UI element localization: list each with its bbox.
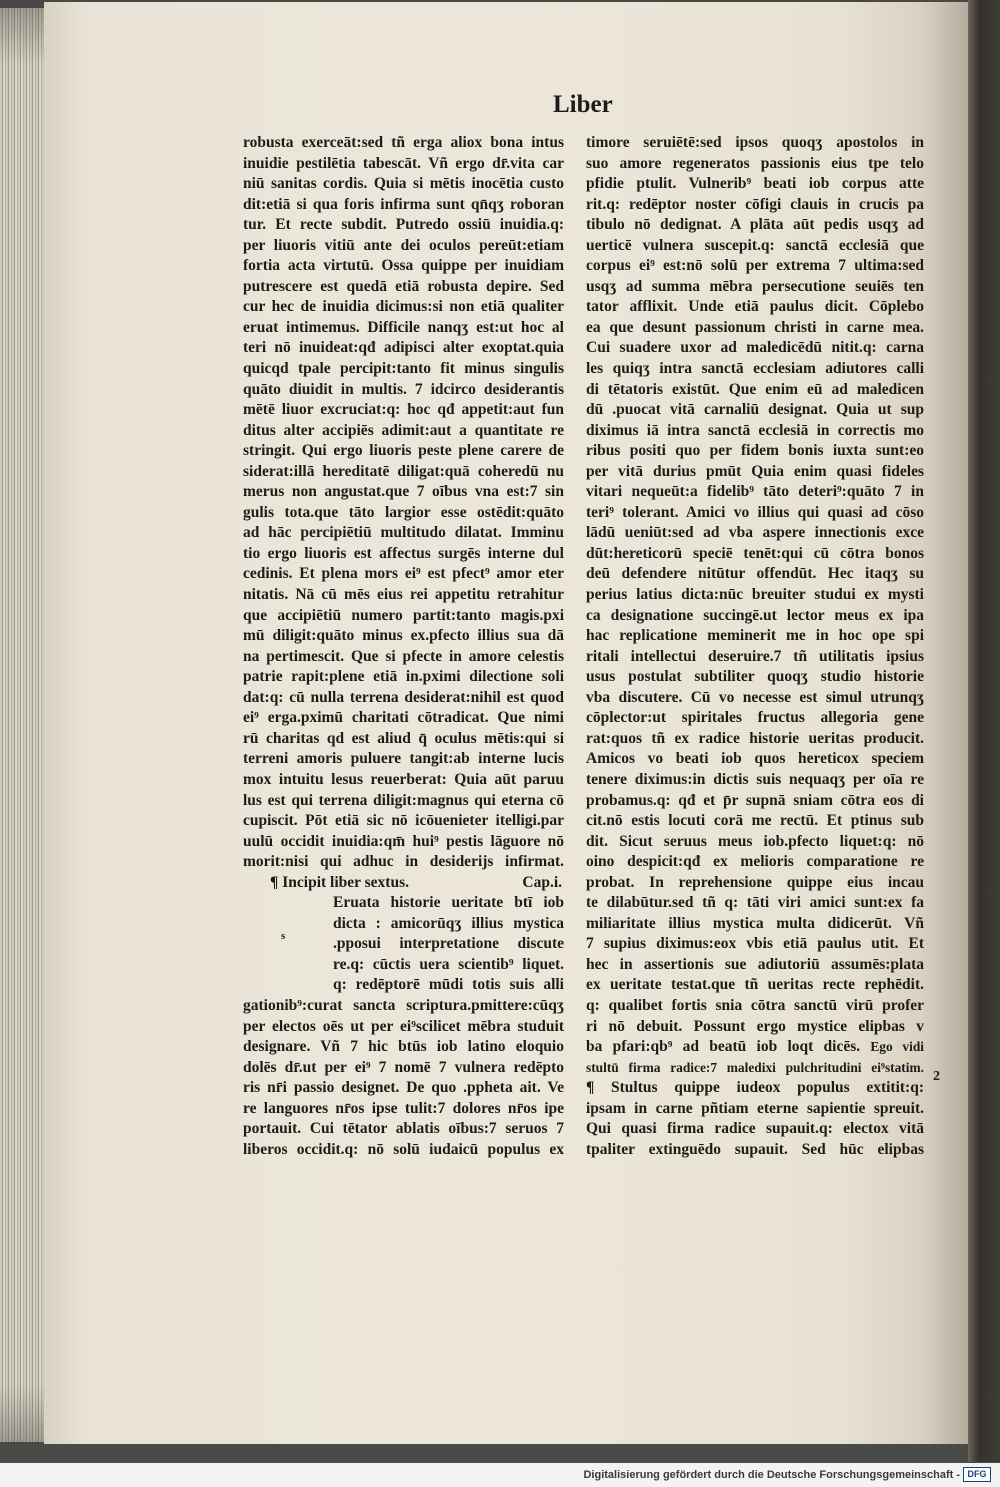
text-line: ipsam in carne pñtiam eterne sapientie spreuit. [586,1099,924,1117]
dfg-logo: DFG [963,1467,991,1482]
text-line: corpus ei⁹ est:nō solū per extrema 7 ultima:sed [586,257,924,275]
text-line: deū defendere nitūtur offendūt. Hec itaqʒ su [586,565,924,583]
text-line: per liuoris vitiū ante dei oculos pereūt:etiam [243,236,564,254]
right-text-column [586,133,924,1160]
text-line: quicqd tpale percipit:tanto fit minus singulis [243,360,564,378]
text-line: robusta exerceāt:sed tñ erga aliox bona intus [243,134,564,151]
text-line: patrie rapit:plene etiā in.pximi dilectione soli [243,668,564,686]
text-line: 7 supius diximus:eox vbis etiā paulus utit. Et [586,935,924,953]
text-line: rat:quos tñ ex radice historie ueritas producit. [586,729,924,747]
text-line: tur. Et recte subdit. Putredo ossiū inuidia.q: [243,216,564,234]
text-line: dū .puocat vitā carnaliū designat. Quia ut sup [586,401,924,419]
text-line: liberos occidit.q: nō solū iudaicū populus ex [243,1140,564,1158]
text-line: cōplector:ut spiritales fructus allegoria gene [586,709,924,727]
text-line: hac replicatione meminerit me in hoc ope spi [586,627,924,645]
text-line: re.q: cūctis uera scientib⁹ liquet. [333,955,564,973]
text-line: Qui quasi firma radice supauit.q: electox vitā [586,1120,924,1138]
chapter-title: ¶ Incipit liber sextus. [270,873,409,891]
quote-line: stultū firma radice:7 maledixi pulchritudini ei⁹statim. [586,1059,924,1075]
text-line: na pertimescit. Que si pfecte in amore celestis [243,647,564,665]
text-line: eruat intimemus. Difficile nanqʒ est:ut hoc al [243,318,564,336]
text-line: re languores nr̄os ipse tulit:7 dolores nr̄os ipe [243,1099,564,1117]
text-line: q: redēptorē mūdi totis suis alli [333,976,564,994]
text-line-with-quote [586,1037,924,1058]
quote-lead: Ego vidi [870,1039,924,1055]
text-line: mū diligit:quāto minus ex.pfecto illius sua dā [243,627,564,645]
text-line: ¶ Stultus quippe iudeox populus extitit:q: [586,1079,924,1097]
text-line: que accipiētiū numero partit:tanto magis.pxi [243,606,564,624]
text-line: ex ueritate testat.que tñ ueritas recte rephēdit. [586,976,924,994]
text-line: fortia acta virtutū. Ossa quippe per inuidiam [243,257,564,275]
text-line: portauit. Cui tētator ablatis oībus:7 seruos 7 [243,1120,564,1138]
text-line: te dilabūtur.sed tñ q: tāti viri amici sunt:ex fa [586,894,924,912]
text-line: diximus iā intra sanctā ecclesiā in correctis mo [586,421,924,439]
text-line: cedinis. Et plena mors ei⁹ est pfect⁹ amor eter [243,565,564,583]
text-line: rū charitas qd est aliud q̄ oculus mētis:qui si [243,729,564,747]
text-line: ditus alter accipiēs adimit:aut a quantitate re [243,421,564,439]
text-line: vitari nequeūt:a fidelib⁹ tāto deteri⁹:quāto 7 in [586,483,924,501]
facing-page-edge [968,0,1000,1462]
left-text-column [243,133,564,1160]
text-line: lādū ueniūt:sed ad vba aspere innectionis exce [586,524,924,542]
text-line: probat. In reprehensione quippe eius incau [586,873,924,891]
text-line: oino despicit:qđ ex melioris comparatione re [586,853,924,871]
text-line: ea que desunt passionum christi in carne mea. [586,318,924,336]
text-line: Eruata historie ueritate btī iob [333,894,564,912]
running-title: Liber [553,91,613,118]
text-line: stringit. Qui ergo liuoris peste plene carere de [243,442,564,460]
text-line: dolēs dr̄.ut per ei⁹ 7 nomē 7 vulnera redēpto [243,1058,564,1076]
text-line: per vitā durius pmūt Quia enim quasi fideles [586,462,924,480]
text-line: Cui suadere uxor ad maledicēdū nitit.q: carna [586,339,924,357]
text-line: tibulo nō dedignat. A plāta aūt pedis usqʒ ad [586,216,924,234]
text-line: probamus.q: qđ et p̄r supnā sniam cōtra eos di [586,791,924,809]
text-line: rit.q: redēptor noster cōfigi clauis in crucis pa [586,195,924,213]
page-stack-edges [0,8,46,1442]
text-line: cupiscit. Pōt etiā sic nō icōuenieter itelligi.par [243,812,564,830]
text-line: ei⁹ erga.pximū charitati cōtradicat. Que nimi [243,709,564,727]
text-line: mox intuitu lesus reuerberat: Quia aūt paruu [243,770,564,788]
text-line: gulis tota.que tāto largior esse ostēdit:quāto [243,503,564,521]
text-line: uulū occidit inuidia:qm̄ hui⁹ pestis lāguore nō [243,832,564,850]
text-line: les quiqʒ intra sanctā ecclesiam adiutores calli [586,360,924,378]
text-line: .pposui interpretatione discute [333,935,564,953]
funding-credit: Digitalisierung gefördert durch die Deutsche Forschungsgemeinschaft - [583,1469,960,1481]
text-line: niū sanitas cordis. Quia si mētis inocētia custo [243,175,564,193]
text-line: perius latius dicta:nūc breuiter studui ex mysti [586,586,924,604]
text-line: ritali intellectui deseruire.7 tñ utilitatis ipsius [586,647,924,665]
text-line: Amicos vo beati iob quos hereticox speciem [586,750,924,768]
text-line: usqʒ ad summa mēbra persecutione seuiēs ten [586,277,924,295]
footer-bar [0,1463,1000,1487]
text-line: dūt:hereticorū speciē tenēt:qui cū cōtra bonos [586,544,924,562]
text-line: timore seruiētē:sed ipsos quoqʒ apostolos in [586,134,924,151]
text-line: inuidie pestilētia tabescāt. Vñ ergo dr̄.vita car [243,154,564,172]
text-line: ri nō debuit. Possunt ergo mystice elipbas v [586,1017,924,1035]
text-line: merus non angustat.que 7 oībus vna est:7 sin [243,483,564,501]
text-line: designare. Vñ 7 hic btūs iob latino eloquio [243,1038,564,1056]
text-line: mētē liuor excruciat:q: hoc qđ appetit:aut fun [243,401,564,419]
text-line: dit:etiā si qua foris infirma sunt qn̄qʒ roboran [243,195,564,213]
initial-guide-letter: s [281,930,286,942]
text-line: terreni amoris puluere tangit:ab interne lucis [243,750,564,768]
text-line: pfidie ptulit. Vulnerib⁹ beati iob corpus atte [586,175,924,193]
text-line: quāto diuidit in multis. 7 idcirco desiderantis [243,380,564,398]
text-line: ris nr̄i passio designet. De quo .ppheta ait. Ve [243,1079,564,1097]
text-line: cit.nō estis locuti corā me rectū. Et ptinus sub [586,812,924,830]
text-line: lus est qui terrena diligit:magnus qui eterna cō [243,791,564,809]
chapter-number: Cap.i. [522,873,562,891]
text-line: teri nō inuideat:qđ adipisci alter exoptat.quia [243,339,564,357]
text-line: nitatis. Nā cū mēs eius rei appetitu retrahitur [243,586,564,604]
text-line: hec in assertionis sue adiutoriū assumēs:plata [586,955,924,973]
text-line: ca designatione succingē.ut lector meus ex ipa [586,606,924,624]
text-line: dicta : amicorūqʒ illius mystica [333,914,564,932]
margin-paragraph-number: 2 [933,1069,940,1084]
text-line: tator afflixit. Unde etiā paulus dicit. Cōplebo [586,298,924,316]
text-line: cur hec de inuidia dicimus:si non etiā qualiter [243,298,564,316]
text-line: gationib⁹:curat sancta scriptura.pmittere:cūqʒ [243,996,564,1014]
text-line: di tētatoris existūt. Que enim eū ad maledicen [586,380,924,398]
scan-background-band [0,1444,968,1463]
text-line: uerticē vulnera suscepit.q: sanctā ecclesiā que [586,236,924,254]
text-line: tio ergo liuoris est affectus surgēs interne dul [243,544,564,562]
text-line: dit. Sicut seruus meus iob.pfecto liquet:q: nō [586,832,924,850]
text-line: morit:nisi qui adhuc in desiderijs infirmat. [243,853,564,871]
text-line: teri⁹ tolerant. Amici vo illius qui quasi ad cōso [586,503,924,521]
text-line: vba discutere. Cū vo necesse est simul utrunqʒ [586,688,924,706]
text-line: ad hāc percipiētiū multitudo dilatat. Imminu [243,524,564,542]
text-line: tenere diximus:in dictis suis nequaqʒ per oīa re [586,770,924,788]
text-line: q: qualibet fortis snia cōtra sanctū virū profer [586,996,924,1014]
text-line: miliaritate illius mystica multa didicerūt. Vñ [586,914,924,932]
text-line: putrescere est quedā etiā robusta depire. Sed [243,277,564,295]
line-text: ba pfari:qb⁹ ad beatū iob loqt dicēs. [586,1038,861,1056]
text-line: tpaliter extinguēdo supauit. Sed hūc elipbas [586,1140,924,1158]
text-line: ribus positi quo per fidem bonis iuxta sunt:eo [586,442,924,460]
text-line: suo amore regeneratos passionis eius tpe telo [586,154,924,172]
text-line: dat:q: cū nulla terrena desiderat:nihil est quod [243,688,564,706]
text-line: per electos oēs ut per ei⁹scilicet mēbra studuit [243,1017,564,1035]
text-line: usus postulat subtiliter quoqʒ studio historie [586,668,924,686]
text-line: siderat:illā hereditatē diligat:quā coheredū nu [243,462,564,480]
chapter-heading-line [243,873,564,894]
